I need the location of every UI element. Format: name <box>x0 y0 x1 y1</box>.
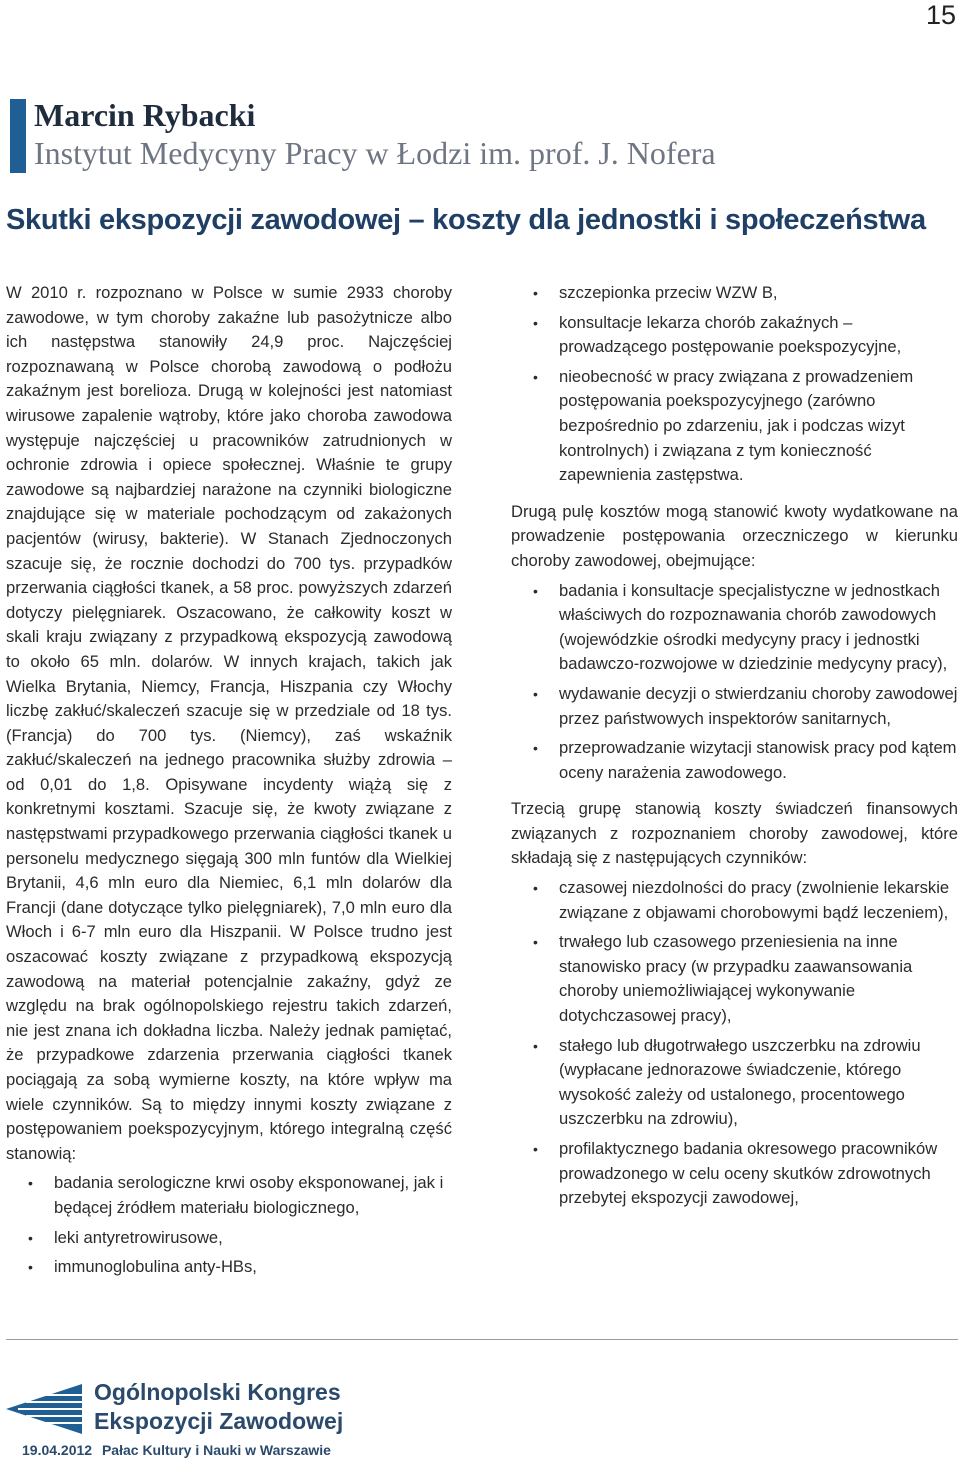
footer-divider <box>6 1339 958 1340</box>
list-item: • leki antyretrowirusowe, <box>6 1226 452 1251</box>
congress-logo-icon <box>6 1380 86 1438</box>
list-item: • profilaktycznego badania okresowego pracowników prowadzonego w celu oceny skutków zdrowotnych przebytej ekspozycji zawodowej, <box>511 1137 958 1211</box>
list-item: • badania i konsultacje specjalistyczne w jednostkach właściwych do rozpoznawania chorób zawodowych (wojewódzkie ośrodki medycyny pracy i jednostki badawczo-rozwojowe w dziedzinie medycyny pracy), <box>511 579 958 677</box>
body-paragraph: Drugą pulę kosztów mogą stanowić kwoty wydatkowane na prowadzenie postępowania orzeczniczego w kierunku choroby zawodowej, obejmujące: <box>511 501 958 570</box>
congress-meta <box>22 1442 331 1458</box>
author-block <box>10 99 960 173</box>
left-column <box>6 281 452 1292</box>
right-column <box>511 281 958 1223</box>
author-affiliation: Instytut Medycyny Pracy w Łodzi im. prof. J. Nofera <box>34 135 716 171</box>
congress-venue: Pałac Kultury i Nauki w Warszawie <box>101 1442 331 1458</box>
body-paragraph: Trzecią grupę stanowią koszty świadczeń finansowych związanych z rozpoznaniem choroby zawodowej, które składają się z następujących czynników: <box>511 799 958 868</box>
congress-date: 19.04.2012 <box>22 1442 93 1458</box>
page-number: 15 <box>925 0 956 30</box>
article-title: Skutki ekspozycji zawodowej – koszty dla jednostki i społeczeństwa <box>6 204 926 236</box>
list-item: • trwałego lub czasowego przeniesienia na inne stanowisko pracy (w przypadku zaawansowania choroby uniemożliwiającej wykonywanie dotychczasowej pracy), <box>511 930 958 1028</box>
bullet-list <box>511 281 958 488</box>
author-name: Marcin Rybacki <box>34 97 256 133</box>
list-item: • przeprowadzanie wizytacji stanowisk pracy pod kątem oceny narażenia zawodowego. <box>511 736 958 785</box>
list-item: • wydawanie decyzji o stwierdzaniu choroby zawodowej przez państwowych inspektorów sanitarnych, <box>511 682 958 731</box>
list-item: • immunoglobulina anty-HBs, <box>6 1255 452 1280</box>
list-item: • nieobecność w pracy związana z prowadzeniem postępowania poekspozycyjnego (zarówno bezpośrednio po zdarzeniu, jak i podczas wizyt kontrolnych) i związana z tym konieczność zapewnienia zastępstwa. <box>511 365 958 488</box>
list-item: • szczepionka przeciw WZW B, <box>511 281 958 306</box>
list-item: • konsultacje lekarza chorób zakaźnych – prowadzącego postępowanie poekspozycyjne, <box>511 311 958 360</box>
congress-name-line: Ekspozycji Zawodowej <box>94 1408 344 1434</box>
congress-name-line: Ogólnopolski Kongres <box>94 1379 341 1405</box>
list-item: • czasowej niezdolności do pracy (zwolnienie lekarskie związane z objawami chorobowymi bądź leczeniem), <box>511 876 958 925</box>
bullet-list <box>6 1171 452 1279</box>
list-item: • badania serologiczne krwi osoby eksponowanej, jak i będącej źródłem materiału biologicznego, <box>6 1171 452 1220</box>
bullet-list <box>511 579 958 786</box>
bullet-list <box>511 876 958 1211</box>
congress-name <box>94 1378 343 1436</box>
list-item: • stałego lub długotrwałego uszczerbku na zdrowiu (wypłacane jednorazowe świadczenie, którego wysokość zależy od ustalonego, procentowego uszczerbku na zdrowiu), <box>511 1034 958 1132</box>
body-paragraph: W 2010 r. rozpoznano w Polsce w sumie 2933 choroby zawodowe, w tym choroby zakaźne lub pasożytnicze albo ich następstwa stanowiły 24,9 proc. Najczęściej rozpoznawaną w Polsce chorobą zawodową o podłożu zakaźnym jest borelioza. Drugą w kolejności jest natomiast wirusowe zapalenie wątroby, które jako choroba zawodowa występuje najczęściej u pracowników zatrudnionych w ochronie zdrowia i opiece społecznej. Właśnie te grupy zawodowe są najbardziej narażone na czynniki biologiczne znajdujące się w materiale pochodzącym od zakażonych pacjentów (wirusy, bakterie). W Stanach Zjednoczonych szacuje się, że rocznie dochodzi do 700 tys. przypadków przerwania ciągłości tkanek, a 58 proc. powyższych zdarzeń dotyczy pielęgniarek. Oszacowano, że całkowity koszt w skali kraju związany z przypadkową ekspozycją zawodową to około 65 mln. dolarów. W innych krajach, takich jak Wielka Brytania, Niemcy, Francja, Hiszpania czy Włochy liczbę zakłuć/skaleczeń szacuje się w przedziale od 18 tys. (Francja) do 700 tys. (Niemcy), zaś wskaźnik zakłuć/skaleczeń na jednego pracownika służby zdrowia – od 0,01 do 1,8. Opisywane incydenty wiążą się z konkretnymi kosztami. Szacuje się, że kwoty związane z następstwami przypadkowego przerwania ciągłości tkanek u personelu medycznego sięgają 300 mln funtów dla Wielkiej Brytanii, 4,6 mln euro dla Niemiec, 6,1 mln dolarów dla Francji (dane dotyczące tylko pielęgniarek), 7,0 mln euro dla Włoch i 6-7 mln euro dla Hiszpanii. W Polsce trudno jest oszacować koszty związane z przypadkową ekspozycją zawodową na materiał potencjalnie zakaźny, gdyż ze względu na brak ogólnopolskiego rejestru takich zdarzeń, nie jest znana ich dokładna liczba. Należy jednak pamiętać, że przypadkowe zdarzenia przerwania ciągłości tkanek pociągają za sobą wymierne koszty, na które wpływ ma wiele czynników. Są to między innymi koszty związane z postępowaniem poekspozycyjnym, którego integralną część stanowią: <box>6 283 452 1163</box>
